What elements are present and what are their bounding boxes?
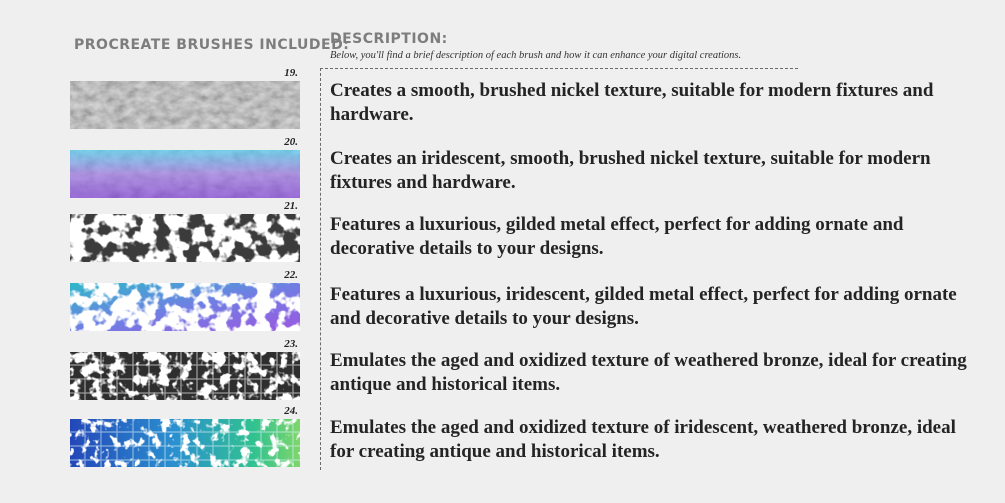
brush-19-description: Creates a smooth, brushed nickel texture, suitable for modern fixtures and hardware. [330, 80, 934, 125]
description-subheading: Below, you'll find a brief description of each brush and how it can enhance your digital creations. [330, 50, 742, 61]
brush-number: 22. [284, 269, 298, 281]
description-heading: DESCRIPTION: [330, 31, 448, 47]
brush-swatch-weathered-bronze [70, 352, 300, 400]
brushes-included-heading: PROCREATE BRUSHES INCLUDED: [74, 37, 350, 53]
brush-24-description: Emulates the aged and oxidized texture of iridescent, weathered bronze, ideal for creating antique and historical items. [330, 417, 956, 462]
brush-number: 23. [284, 338, 298, 350]
brush-swatch-iridescent-bronze [70, 419, 300, 467]
brush-21-description: Features a luxurious, gilded metal effect, perfect for adding ornate and decorative details to your designs. [330, 214, 904, 259]
brush-number: 19. [284, 67, 298, 79]
brush-swatch-iridescent-nickel [70, 150, 300, 198]
brush-swatch-iridescent-gilded [70, 283, 300, 331]
dashed-divider-vertical [320, 68, 321, 470]
brush-number: 24. [284, 405, 298, 417]
brush-swatch-gilded-metal [70, 214, 300, 262]
dashed-divider-horizontal [320, 68, 798, 69]
brush-number: 21. [284, 200, 298, 212]
brush-23-description: Emulates the aged and oxidized texture of weathered bronze, ideal for creating antique and historical items. [330, 350, 967, 395]
brush-swatch-brushed-nickel [70, 81, 300, 129]
brush-22-description: Features a luxurious, iridescent, gilded metal effect, perfect for adding ornate and decorative details to your designs. [330, 284, 957, 329]
brush-number: 20. [284, 136, 298, 148]
brush-20-description: Creates an iridescent, smooth, brushed nickel texture, suitable for modern fixtures and hardware. [330, 148, 931, 193]
